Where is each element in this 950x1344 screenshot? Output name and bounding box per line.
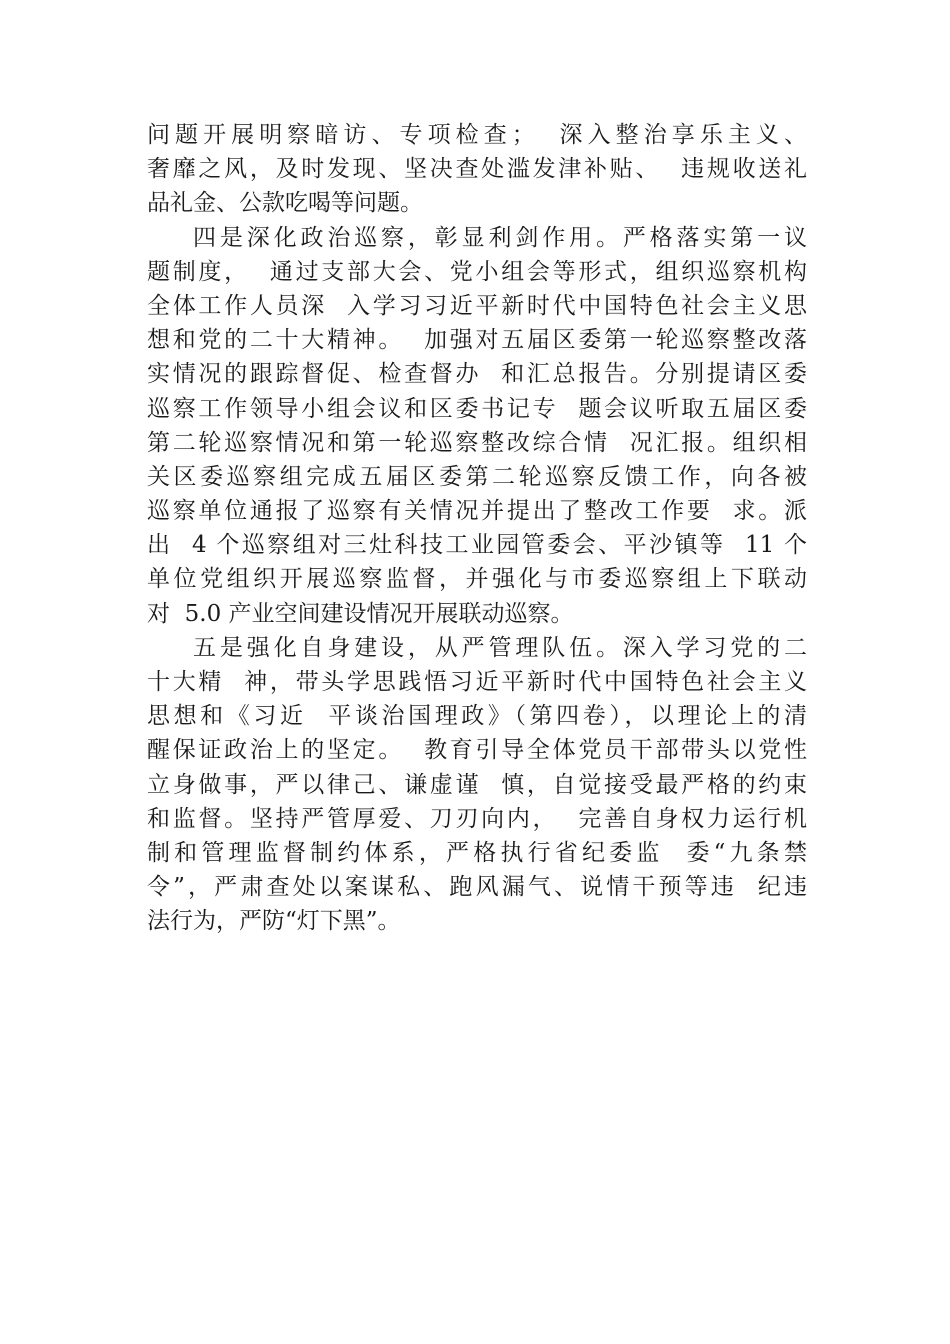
paragraph-1 (147, 118, 807, 221)
text-line: 关区委巡察组完成五届区委第二轮巡察反馈工作，向各被 (147, 463, 807, 490)
text-line: 品礼金、公款吃喝等问题。 (147, 190, 423, 217)
text-line: 全体工作人员深 入学习习近平新时代中国特色社会主义思 (147, 292, 807, 319)
text-line: 题制度， 通过支部大会、党小组会等形式，组织巡察机构 (147, 258, 807, 285)
text-line: 醒保证政治上的坚定。 教育引导全体党员干部带头以党性 (147, 737, 807, 764)
text-line: 巡察工作领导小组会议和区委书记专 题会议听取五届区委 (147, 395, 807, 422)
text-line: 制和管理监督制约体系，严格执行省纪委监 委“九条禁 (147, 839, 807, 866)
paragraph-2 (147, 221, 807, 631)
text-line: 巡察单位通报了巡察有关情况并提出了整改工作要 求。派 (147, 498, 807, 525)
text-line: 和监督。坚持严管厚爱、刀刃向内， 完善自身权力运行机 (147, 805, 807, 832)
text-line: 实情况的跟踪督促、检查督办 和汇总报告。分别提请区委 (147, 361, 807, 388)
text-line: 思想和《习近 平谈治国理政》（第四卷），以理论上的清 (147, 703, 807, 730)
body-text (147, 118, 807, 939)
text-line: 法行为，严防“灯下黑”。 (147, 908, 401, 935)
text-line: 问题开展明察暗访、专项检查； 深入整治享乐主义、 (147, 122, 807, 148)
text-line: 奢靡之风，及时发现、坚决查处滥发津补贴、 违规收送礼 (147, 156, 807, 183)
text-line: 五是强化自身建设，从严管理队伍。深入学习党的二 (193, 634, 807, 661)
text-line: 单位党组织开展巡察监督，并强化与市委巡察组上下联动 (147, 566, 807, 593)
paragraph-3 (147, 631, 807, 939)
text-line: 令”，严肃查处以案谋私、跑风漏气、说情干预等违 纪违 (147, 874, 807, 901)
text-line: 第二轮巡察情况和第一轮巡察整改综合情 况汇报。组织相 (147, 429, 807, 456)
text-line: 四是深化政治巡察，彰显利剑作用。严格落实第一议 (193, 224, 807, 251)
text-line: 想和党的二十大精神。 加强对五届区委第一轮巡察整改落 (147, 327, 807, 354)
text-line: 出 4 个巡察组对三灶科技工业园管委会、平沙镇等 11 个 (147, 532, 807, 559)
text-line: 对 5.0 产业空间建设情况开展联动巡察。 (147, 600, 574, 627)
text-line: 立身做事，严以律己、谦虚谨 慎，自觉接受最严格的约束 (147, 771, 807, 798)
text-line: 十大精 神，带头学思践悟习近平新时代中国特色社会主义 (147, 669, 807, 695)
